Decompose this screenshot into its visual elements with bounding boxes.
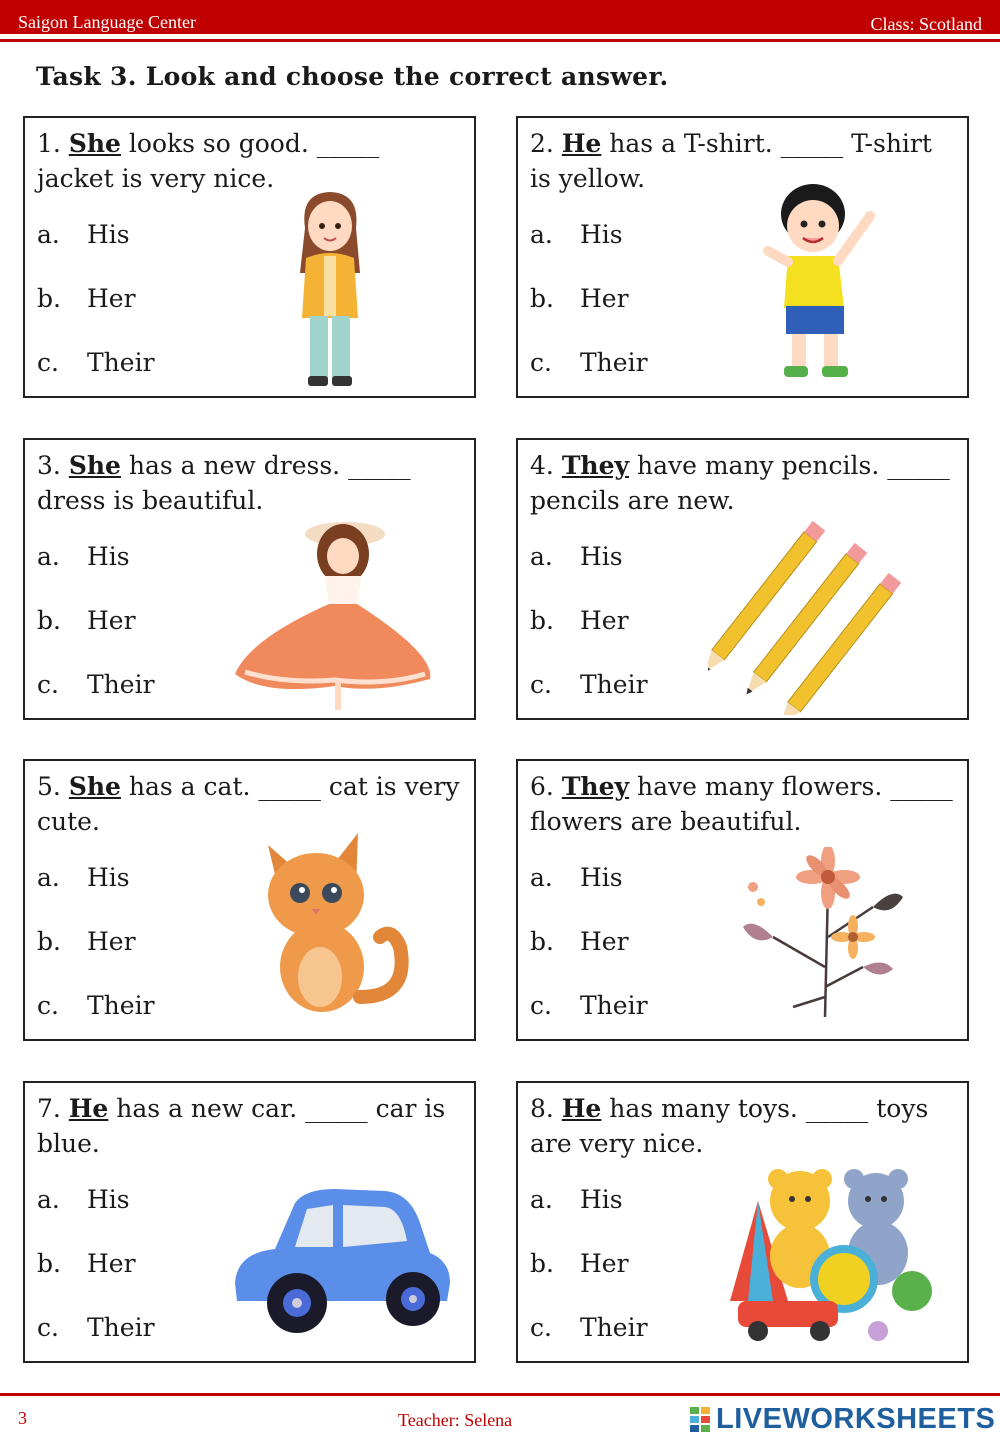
question-card-2	[516, 116, 969, 398]
car-icon	[225, 1183, 455, 1343]
question-text: 3. She has a new dress. _____ dress is beautiful.	[37, 451, 411, 515]
class-label: Class: Scotland	[870, 14, 982, 34]
option-a[interactable]: a. His	[37, 1185, 130, 1214]
option-c[interactable]: c. Their	[530, 991, 648, 1020]
question-text: 6. They have many flowers. _____ flowers are beautiful.	[530, 772, 953, 836]
question-text: 1. She looks so good. _____ jacket is very nice.	[37, 129, 380, 193]
header-bar	[0, 0, 1000, 34]
option-b[interactable]: b. Her	[37, 927, 136, 956]
option-b[interactable]: b. Her	[37, 284, 136, 313]
option-c[interactable]: c. Their	[37, 348, 155, 377]
question-card-4	[516, 438, 969, 720]
brand-grid-icon	[690, 1407, 712, 1433]
question-subject: She	[68, 129, 121, 158]
option-c[interactable]: c. Their	[37, 1313, 155, 1342]
option-c[interactable]: c. Their	[37, 991, 155, 1020]
brand-name: LIVEWORKSHEETS	[716, 1403, 996, 1435]
option-a[interactable]: a. His	[37, 220, 130, 249]
option-a[interactable]: a. His	[530, 220, 623, 249]
kitten-icon	[260, 827, 425, 1017]
footer-divider	[0, 1393, 1000, 1396]
option-c[interactable]: c. Their	[37, 670, 155, 699]
question-subject: He	[561, 1094, 602, 1123]
option-a[interactable]: a. His	[530, 1185, 623, 1214]
question-subject: He	[561, 129, 602, 158]
question-subject: They	[561, 451, 630, 480]
question-subject: He	[68, 1094, 109, 1123]
question-card-7	[23, 1081, 476, 1363]
header-divider	[0, 39, 1000, 42]
page-number: 3	[18, 1408, 27, 1428]
question-card-8	[516, 1081, 969, 1363]
school-name: Saigon Language Center	[18, 12, 196, 32]
question-card-6	[516, 759, 969, 1041]
question-text: 2. He has a T-shirt. _____ T-shirt is yellow.	[530, 129, 932, 193]
option-b[interactable]: b. Her	[530, 606, 629, 635]
option-b[interactable]: b. Her	[530, 284, 629, 313]
option-b[interactable]: b. Her	[530, 927, 629, 956]
question-card-3	[23, 438, 476, 720]
option-c[interactable]: c. Their	[530, 1313, 648, 1342]
boy-icon	[758, 176, 888, 386]
toys-icon	[728, 1161, 943, 1346]
option-c[interactable]: c. Their	[530, 348, 648, 377]
option-a[interactable]: a. His	[530, 863, 623, 892]
question-text: 7. He has a new car. _____ car is blue.	[37, 1094, 446, 1158]
option-a[interactable]: a. His	[37, 863, 130, 892]
teacher-name: Teacher: Selena	[398, 1410, 513, 1430]
option-b[interactable]: b. Her	[530, 1249, 629, 1278]
question-card-1	[23, 116, 476, 398]
question-subject: They	[561, 772, 630, 801]
question-card-5	[23, 759, 476, 1041]
option-b[interactable]: b. Her	[37, 606, 136, 635]
girl-icon	[280, 188, 380, 393]
task-title: Task 3. Look and choose the correct answer.	[36, 62, 669, 91]
option-b[interactable]: b. Her	[37, 1249, 136, 1278]
option-c[interactable]: c. Their	[530, 670, 648, 699]
liveworksheets-logo[interactable]	[690, 1403, 996, 1437]
dancing-girl-icon	[225, 514, 440, 714]
option-a[interactable]: a. His	[37, 542, 130, 571]
pencils-icon	[708, 515, 918, 715]
question-text: 8. He has many toys. _____ toys are very nice.	[530, 1094, 929, 1158]
flowers-icon	[733, 847, 913, 1022]
question-subject: She	[68, 451, 121, 480]
question-subject: She	[68, 772, 121, 801]
option-a[interactable]: a. His	[530, 542, 623, 571]
question-text: 5. She has a cat. _____ cat is very cute.	[37, 772, 460, 836]
question-text: 4. They have many pencils. _____ pencils are new.	[530, 451, 950, 515]
